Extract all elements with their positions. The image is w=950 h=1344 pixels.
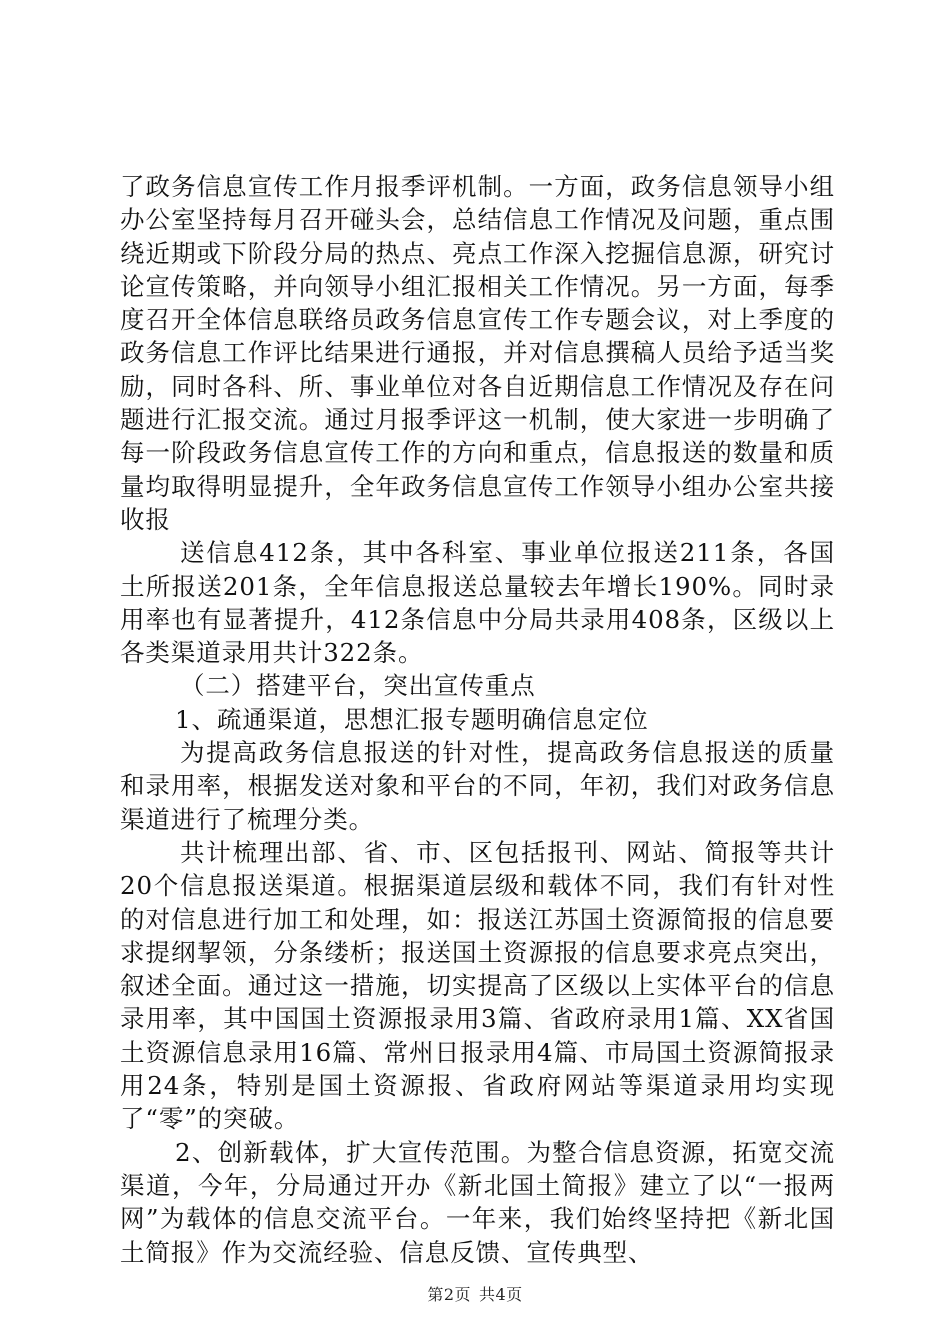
page-total: 共4页 — [479, 1285, 523, 1304]
paragraph-4: 共计梳理出部、省、市、区包括报刊、网站、简报等共计20个信息报送渠道。根据渠道层级和载体不同，我们有针对性的对信息进行加工和处理，如：报送江苏国土资源简报的信息要求提纲挈领，分条缕析；报送国土资源报的信息要求亮点突出，叙述全面。通过这一措施，切实提高了区级以上实体平台的信息录用率，其中国国土资源报录用3篇、省政府录用1篇、XX省国土资源信息录用16篇、常州日报录用4篇、市局国土资源简报录用24条，特别是国土资源报、省政府网站等渠道录用均实现了“零”的突破。 — [120, 837, 835, 1134]
paragraph-3: 为提高政务信息报送的针对性，提高政务信息报送的质量和录用率，根据发送对象和平台的不同，年初，我们对政务信息渠道进行了梳理分类。 — [120, 738, 835, 834]
page-footer — [0, 1282, 950, 1305]
paragraph-1: 了政务信息宣传工作月报季评机制。一方面，政务信息领导小组办公室坚持每月召开碰头会，总结信息工作情况及问题，重点围绕近期或下阶段分局的热点、亮点工作深入挖掘信息源，研究讨论宣传策略，并向领导小组汇报相关工作情况。另一方面，每季度召开全体信息联络员政务信息宣传工作专题会议，对上季度的政务信息工作评比结果进行通报，并对信息撰稿人员给予适当奖励，同时各科、所、事业单位对各自近期信息工作情况及存在问题进行汇报交流。通过月报季评这一机制，使大家进一步明确了每一阶段政务信息宣传工作的方向和重点，信息报送的数量和质量均取得明显提升，全年政务信息宣传工作领导小组办公室共接收报 — [120, 172, 835, 534]
document-body — [120, 170, 835, 1269]
paragraph-2: 送信息412条，其中各科室、事业单位报送211条，各国土所报送201条，全年信息报送总量较去年增长190%。同时录用率也有显著提升，412条信息中分局共录用408条，区级以上各类渠道录用共计322条。 — [120, 538, 835, 668]
section-heading-2: （二）搭建平台，突出宣传重点 — [180, 671, 536, 701]
subheading-1: 1、疏通渠道，思想汇报专题明确信息定位 — [175, 704, 649, 734]
page-number: 第2页 — [427, 1285, 471, 1304]
paragraph-5: 2、创新载体，扩大宣传范围。为整合信息资源，拓宽交流渠道，今年，分局通过开办《新北国土简报》建立了以“一报两网”为载体的信息交流平台。一年来，我们始终坚持把《新北国土简报》作为交流经验、信息反馈、宣传典型、 — [120, 1137, 835, 1267]
